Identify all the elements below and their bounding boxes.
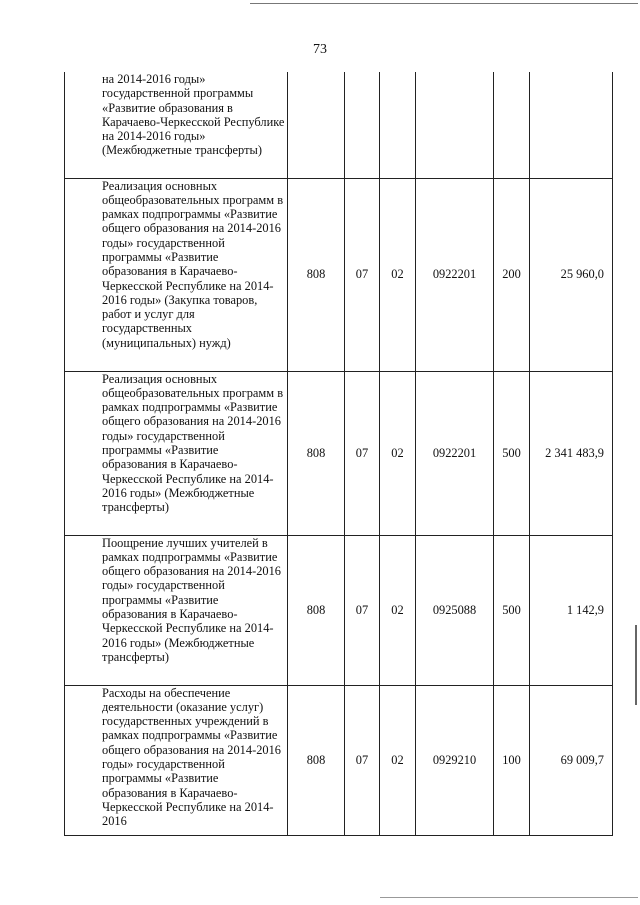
top-scan-rule — [250, 3, 638, 4]
subsection-code: 02 — [380, 535, 416, 685]
section-code: 07 — [345, 535, 380, 685]
ministry-code: 808 — [288, 685, 345, 835]
row-description: Поощрение лучших учителей в рамках подпрограммы «Развитие общего образования на 2014-2016 годы» государственной программы «Развитие образования в Карачаево-Черкесской Республике на 2014-2016 годы» (Межбюджетные трансферты) — [65, 535, 288, 685]
section-code: 07 — [345, 178, 380, 371]
expense-type-code: 100 — [494, 685, 530, 835]
expense-type-code: 200 — [494, 178, 530, 371]
budget-table — [64, 72, 613, 836]
row-description: Расходы на обеспечение деятельности (оказание услуг) государственных учреждений в рамках подпрограммы «Развитие общего образования на 2014-2016 годы» государственной программы «Развитие образования в Карачаево-Черкесской Республике на 2014-2016 — [65, 685, 288, 835]
table-row — [65, 685, 613, 835]
ministry-code: 808 — [288, 178, 345, 371]
row-description: Реализация основных общеобразовательных программ в рамках подпрограммы «Развитие общего образования на 2014-2016 годы» государственной программы «Развитие образования в Карачаево-Черкесской Республике на 2014-2016 годы» (Закупка товаров, работ и услуг для государственных (муниципальных) нужд) — [65, 178, 288, 371]
amount: 69 009,7 — [530, 685, 613, 835]
row-description: Реализация основных общеобразовательных программ в рамках подпрограммы «Развитие общего образования на 2014-2016 годы» государственной программы «Развитие образования в Карачаево-Черкесской Республике на 2014-2016 годы» (Межбюджетные трансферты) — [65, 371, 288, 535]
target-article-code: 0922201 — [416, 371, 494, 535]
ministry-code — [288, 72, 345, 178]
table-row — [65, 72, 613, 178]
subsection-code: 02 — [380, 178, 416, 371]
expense-type-code: 500 — [494, 371, 530, 535]
row-description: на 2014-2016 годы» государственной программы «Развитие образования в Карачаево-Черкесской Республике на 2014-2016 годы» (Межбюджетные трансферты) — [65, 72, 288, 178]
subsection-code: 02 — [380, 685, 416, 835]
ministry-code: 808 — [288, 371, 345, 535]
amount: 25 960,0 — [530, 178, 613, 371]
section-code: 07 — [345, 371, 380, 535]
scan-edge-mark — [635, 625, 637, 705]
page-number: 73 — [313, 42, 327, 57]
table-row — [65, 535, 613, 685]
amount: 1 142,9 — [530, 535, 613, 685]
expense-type-code: 500 — [494, 535, 530, 685]
subsection-code — [380, 72, 416, 178]
table-row — [65, 178, 613, 371]
target-article-code: 0925088 — [416, 535, 494, 685]
amount — [530, 72, 613, 178]
section-code: 07 — [345, 685, 380, 835]
target-article-code: 0922201 — [416, 178, 494, 371]
target-article-code — [416, 72, 494, 178]
section-code — [345, 72, 380, 178]
ministry-code: 808 — [288, 535, 345, 685]
subsection-code: 02 — [380, 371, 416, 535]
table-row — [65, 371, 613, 535]
target-article-code: 0929210 — [416, 685, 494, 835]
expense-type-code — [494, 72, 530, 178]
bottom-scan-rule — [380, 897, 638, 898]
amount: 2 341 483,9 — [530, 371, 613, 535]
